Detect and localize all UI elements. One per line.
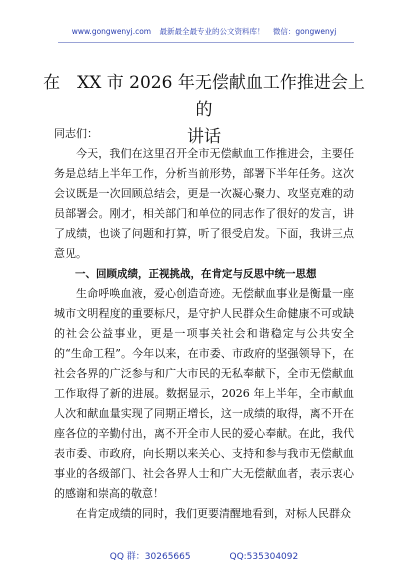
- title-line-2: 讲话: [187, 127, 221, 147]
- paragraph-achievements: 生命呼唤血液，爱心创造奇迹。无偿献血事业是衡量一座城市文明程度的重要标尺，是守护人民群众生命健康不可或缺的社会公益事业，更是一项事关社会和谐稳定与公共安全的“生命工程”。今年以来，在市委、市政府的坚强领导下，在社会各界的广泛参与和广大市民的无私奉献下，全市无偿献血工作取得了新的进展。数据显示，2026 年上半年，全市献血人次和献血量实现了同期正增长，这一成绩的取得，离不开在座各位的辛勤付出，离不开全市人民的爱心奉献。在此，我代表市委、市政府，向长期以来关心、支持和参与我市无偿献血事业的各级部门、社会各界人士和广大无偿献血者，表示衷心的感谢和崇高的敬意！: [54, 287, 354, 500]
- qq-contact: QQ:535304092: [229, 552, 299, 562]
- header-divider: [58, 42, 354, 43]
- site-slogan: 最新最全最专业的公文资料库！: [159, 27, 265, 36]
- paragraph-intro: 今天，我们在这里召开全市无偿献血工作推进会，主要任务是总结上半年工作，分析当前形势，部署下半年任务。这次会议既是一次回顾总结会，更是一次凝心聚力、攻坚克难的动员部署会。刚才，相关部门和单位的同志作了很好的发言，讲了成绩，也谈了问题和打算，听了很受启发。下面，我讲三点意见。: [54, 147, 354, 260]
- section-heading-1: 一、回顾成绩，正视挑战，在肯定与反思中统一思想: [75, 268, 317, 280]
- page-header: [0, 26, 408, 37]
- qq-group: QQ 群：30265665: [109, 552, 191, 562]
- greeting: 同志们：: [54, 127, 98, 140]
- paragraph-challenges: 在肯定成绩的同时，我们更要清醒地看到，对标人民群众: [76, 507, 351, 520]
- site-url[interactable]: www.gongwenyj.com: [71, 27, 152, 36]
- title-line-1: 在 XX 市 2026 年无偿献血工作推进会上的: [43, 73, 365, 120]
- wechat-id: 微信：gongwenyj: [272, 27, 337, 36]
- page-footer: [0, 549, 408, 562]
- document-body: [54, 124, 354, 524]
